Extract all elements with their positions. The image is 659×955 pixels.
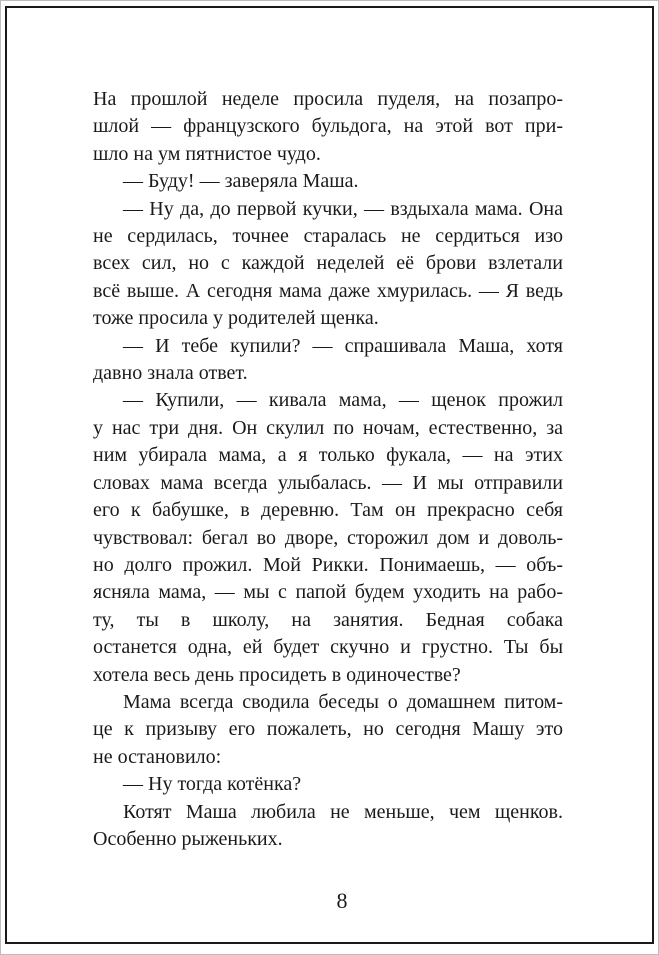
text-line: всё выше. А сегодня мама даже хмурилась. — Я ведь <box>93 279 563 302</box>
text-line: всех сил, но с каждой неделей её брови взлетали <box>93 252 563 275</box>
text-line: — Купили, — кивала мама, — щенок прожил <box>123 389 563 412</box>
text-line: не остановило: <box>93 745 222 768</box>
text-line: шлой — французского бульдога, на этой вот при- <box>93 115 563 138</box>
text-line: давно знала ответ. <box>93 362 248 385</box>
text-line: ту, ты в школу, на занятия. Бедная собака <box>93 608 563 631</box>
text-line: его к бабушке, в деревню. Там он прекрасно себя <box>93 499 563 522</box>
text-line: словах мама всегда улыбалась. — И мы отправили <box>93 471 563 494</box>
text-line: Особенно рыженьких. <box>93 827 283 850</box>
text-line: — И тебе купили? — спрашивала Маша, хотя <box>123 334 563 357</box>
text-line: — Буду! — заверяла Маша. <box>123 170 359 193</box>
text-line: ясняла мама, — мы с папой будем уходить на рабо- <box>93 581 563 604</box>
text-line: не сердилась, точнее старалась не сердиться изо <box>93 225 563 248</box>
text-line: ним убирала мама, а я только фукала, — на этих <box>93 444 563 467</box>
text-line: хотела весь день просидеть в одиночестве? <box>93 663 461 686</box>
page-number: 8 <box>336 888 348 913</box>
page-text <box>93 86 563 853</box>
text-line: останется одна, ей будет скучно и грустно. Ты бы <box>93 636 563 659</box>
text-line: Котят Маша любила не меньше, чем щенков. <box>123 800 563 823</box>
text-line: це к призыву его пожалеть, но сегодня Машу это <box>93 718 563 741</box>
text-line: шло на ум пятнистое чудо. <box>93 142 321 165</box>
text-line: На прошлой неделе просила пуделя, на позапро- <box>93 88 563 110</box>
text-line: чувствовал: бегал во дворе, сторожил дом и доволь- <box>93 526 563 549</box>
text-line: тоже просила у родителей щенка. <box>93 307 379 330</box>
text-line: но долго прожил. Мой Рикки. Понимаешь, — объ- <box>93 553 563 576</box>
text-line: у нас три дня. Он скулил по ночам, естественно, за <box>93 416 563 439</box>
text-line: — Ну тогда котёнка? <box>123 773 302 796</box>
text-line: — Ну да, до первой кучки, — вздыхала мама. Она <box>123 197 563 220</box>
text-line: Мама всегда сводила беседы о домашнем питом- <box>123 690 563 713</box>
